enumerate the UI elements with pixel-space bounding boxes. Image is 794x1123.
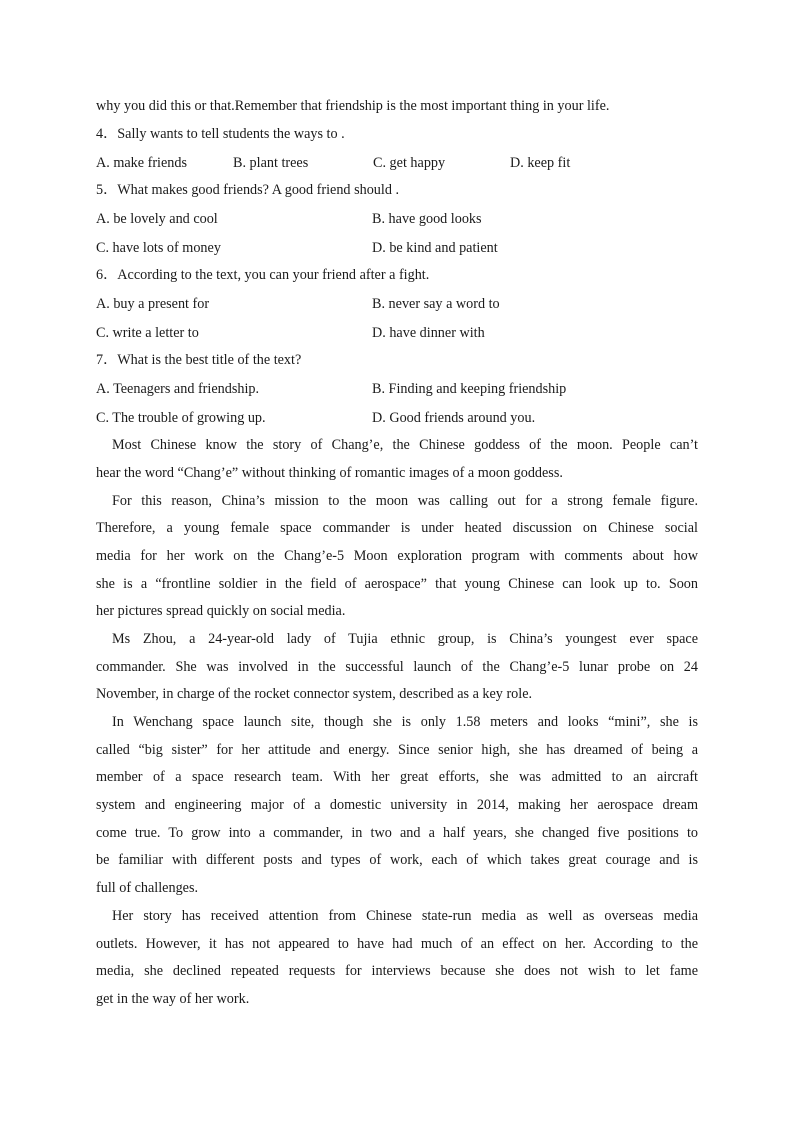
- answer-option: C. The trouble of growing up.: [96, 409, 266, 426]
- answer-option: B. have good looks: [372, 210, 482, 227]
- answer-option: A. buy a present for: [96, 295, 210, 312]
- answer-option: D. keep fit: [510, 154, 571, 171]
- option-row: [96, 319, 698, 348]
- intro-line: why you did this or that.Remember that friendship is the most important thing in your life.: [96, 98, 610, 114]
- passage-line: Therefore, a young female space commander is under heated discussion on Chinese social: [96, 520, 698, 537]
- answer-option: B. never say a word to: [372, 295, 500, 312]
- passage-line: commander. She was involved in the successful launch of the Chang’e-5 lunar probe on 24: [96, 658, 698, 675]
- document-page: [96, 93, 698, 1014]
- passage-line: For this reason, China’s mission to the moon was calling out for a strong female figure.: [112, 492, 698, 509]
- passage-line: be familiar with different posts and types of work, each of which takes great courage and is: [96, 852, 698, 869]
- passage-paragraph: [96, 432, 698, 487]
- passage-line: come true. To grow into a commander, in two and a half years, she changed five positions to: [96, 824, 698, 841]
- question-stem: 6．According to the text, you can your friend after a fight.: [96, 267, 430, 284]
- option-row: [96, 234, 698, 263]
- question-stem: 7．What is the best title of the text?: [96, 352, 302, 369]
- passage-paragraph: [96, 903, 698, 1014]
- option-row: [96, 290, 698, 319]
- answer-option: C. have lots of money: [96, 239, 221, 256]
- questions-section: [96, 121, 698, 432]
- passage-line: member of a space research team. With her great efforts, she was admitted to an aircraft: [96, 769, 698, 786]
- passage-line: Her story has received attention from Chinese state-run media as well as overseas media: [112, 907, 698, 924]
- question-stem: 4．Sally wants to tell students the ways to .: [96, 125, 345, 142]
- passage-line: In Wenchang space launch site, though she is only 1.58 meters and looks “mini”, she is: [112, 714, 698, 731]
- passage-line: full of challenges.: [96, 880, 199, 897]
- answer-option: C. get happy: [373, 154, 446, 171]
- passage-paragraph: [96, 626, 698, 709]
- passage-line: get in the way of her work.: [96, 990, 250, 1007]
- passage-line: outlets. However, it has not appeared to have had much of an effect on her. According to the: [96, 935, 698, 952]
- answer-option: A. be lovely and cool: [96, 210, 218, 227]
- passage-line: she is a “frontline soldier in the field of aerospace” that young Chinese can look up to. Soon: [96, 575, 698, 592]
- answer-option: B. Finding and keeping friendship: [372, 380, 567, 397]
- answer-option: A. Teenagers and friendship.: [96, 380, 260, 397]
- question-stem: 5．What makes good friends? A good friend should .: [96, 182, 400, 199]
- passage-line: hear the word “Chang’e” without thinking of romantic images of a moon goddess.: [96, 464, 563, 481]
- answer-option: B. plant trees: [233, 154, 309, 171]
- passage-paragraph: [96, 709, 698, 903]
- option-row: [96, 149, 698, 178]
- option-row: [96, 205, 698, 234]
- answer-option: C. write a letter to: [96, 324, 199, 341]
- answer-option: A. make friends: [96, 154, 188, 171]
- option-row: [96, 375, 698, 404]
- answer-option: D. be kind and patient: [372, 239, 498, 256]
- passage-line: media for her work on the Chang’e-5 Moon exploration program with comments about how: [96, 547, 698, 564]
- option-row: [96, 404, 698, 433]
- passage-paragraph: [96, 488, 698, 626]
- answer-option: D. Good friends around you.: [372, 409, 536, 426]
- passage-line: November, in charge of the rocket connector system, described as a key role.: [96, 686, 533, 703]
- passage-line: called “big sister” for her attitude and energy. Since senior high, she has dreamed of being a: [96, 741, 698, 758]
- answer-option: D. have dinner with: [372, 324, 485, 341]
- passage-line: Ms Zhou, a 24-year-old lady of Tujia ethnic group, is China’s youngest ever space: [112, 630, 698, 647]
- passage-line: system and engineering major of a domestic university in 2014, making her aerospace dream: [96, 797, 698, 814]
- passage-line: media, she declined repeated requests for interviews because she does not wish to let fame: [96, 963, 698, 980]
- reading-passage: [96, 432, 698, 1013]
- passage-line: her pictures spread quickly on social media.: [96, 603, 346, 620]
- passage-line: Most Chinese know the story of Chang’e, the Chinese goddess of the moon. People can’t: [112, 437, 698, 454]
